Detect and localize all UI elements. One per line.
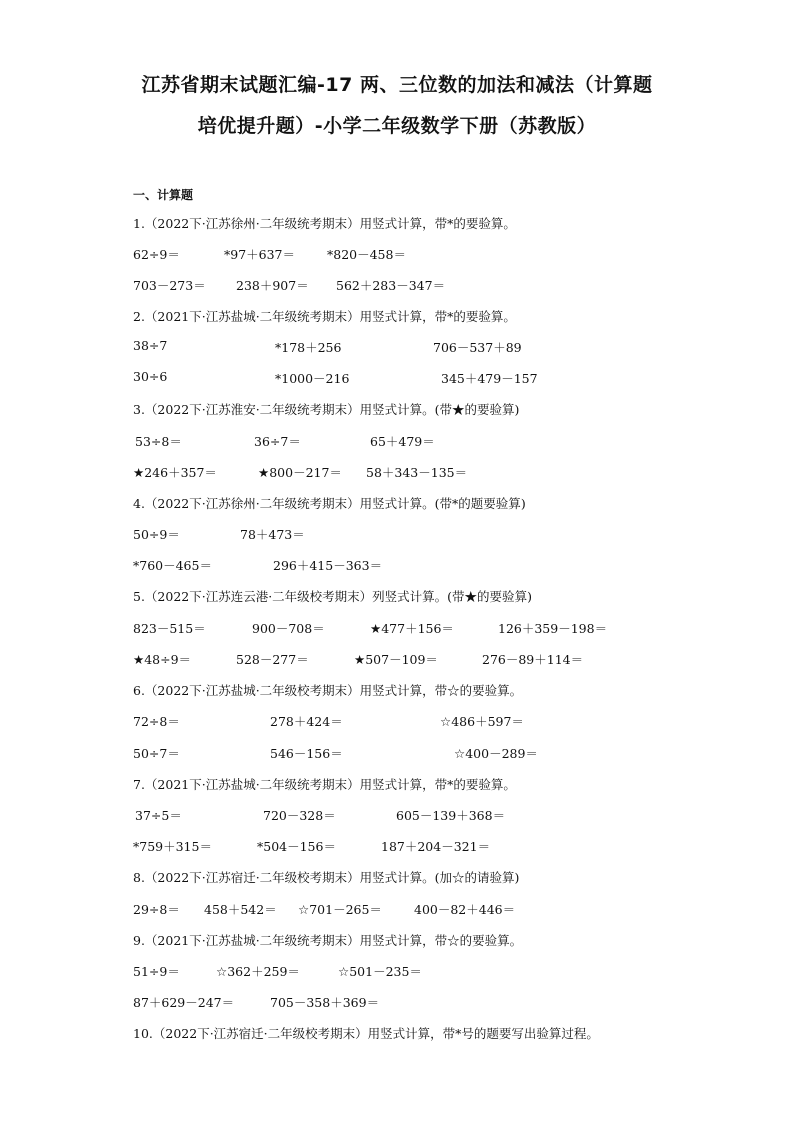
question-8-prompt: 8.（2022下·江苏宿迁·二年级校考期末）用竖式计算。(加☆的请验算) — [133, 870, 520, 885]
problem: 36÷7＝ — [254, 434, 301, 449]
question-2-prompt: 2.（2021下·江苏盐城·二年级统考期末）用竖式计算，带*的要验算。 — [133, 309, 516, 324]
problem: ☆486＋597＝ — [440, 714, 524, 729]
problem: 87＋629－247＝ — [133, 995, 235, 1010]
problem: ★800－217＝ — [258, 465, 342, 480]
problem: 62÷9＝ — [133, 247, 180, 262]
question-9-prompt: 9.（2021下·江苏盐城·二年级统考期末）用竖式计算，带☆的要验算。 — [133, 933, 523, 948]
problem: ★477＋156＝ — [370, 621, 454, 636]
problem: ☆362＋259＝ — [216, 964, 300, 979]
problem: *178＋256 — [275, 340, 342, 355]
problem: 296＋415－363＝ — [273, 558, 383, 573]
question-6-prompt: 6.（2022下·江苏盐城·二年级校考期末）用竖式计算，带☆的要验算。 — [133, 683, 523, 698]
problem: ☆701－265＝ — [298, 902, 382, 917]
question-5-prompt: 5.（2022下·江苏连云港·二年级校考期末）列竖式计算。(带★的要验算) — [133, 589, 532, 604]
problem: 50÷9＝ — [133, 527, 180, 542]
problem: *759＋315＝ — [133, 839, 212, 854]
problem: ★48÷9＝ — [133, 652, 192, 667]
problem: 278＋424＝ — [270, 714, 343, 729]
problem: 29÷8＝ — [133, 902, 180, 917]
problem: 53÷8＝ — [135, 434, 182, 449]
problem: *504－156＝ — [257, 839, 336, 854]
problem: 706－537＋89 — [433, 340, 522, 355]
problem: 65＋479＝ — [370, 434, 435, 449]
problem: ★507－109＝ — [354, 652, 438, 667]
document-title-line-1: 江苏省期末试题汇编-17 两、三位数的加法和减法（计算题 — [141, 74, 653, 96]
problem: 546－156＝ — [270, 746, 343, 761]
problem: 126＋359－198＝ — [498, 621, 608, 636]
problem: 400－82＋446＝ — [414, 902, 516, 917]
question-10-prompt: 10.（2022下·江苏宿迁·二年级校考期末）用竖式计算，带*号的题要写出验算过程。 — [133, 1026, 599, 1041]
problem: 705－358＋369＝ — [270, 995, 380, 1010]
problem: 605－139＋368＝ — [396, 808, 506, 823]
problem: *97＋637＝ — [224, 247, 296, 262]
question-7-prompt: 7.（2021下·江苏盐城·二年级统考期末）用竖式计算，带*的要验算。 — [133, 777, 516, 792]
problem: 238＋907＝ — [236, 278, 309, 293]
problem: ★246＋357＝ — [133, 465, 217, 480]
problem: 720－328＝ — [263, 808, 336, 823]
problem: *1000－216 — [275, 371, 350, 386]
problem: 458＋542＝ — [204, 902, 277, 917]
problem: 78＋473＝ — [240, 527, 305, 542]
problem: 50÷7＝ — [133, 746, 180, 761]
question-1-prompt: 1.（2022下·江苏徐州·二年级统考期末）用竖式计算，带*的要验算。 — [133, 216, 516, 231]
problem: *820－458＝ — [327, 247, 406, 262]
problem: 562＋283－347＝ — [336, 278, 446, 293]
problem: 72÷8＝ — [133, 714, 180, 729]
problem: 703－273＝ — [133, 278, 206, 293]
problem: 345＋479－157 — [441, 371, 538, 386]
problem: 37÷5＝ — [135, 808, 182, 823]
problem: ☆400－289＝ — [454, 746, 538, 761]
problem: ☆501－235＝ — [338, 964, 422, 979]
section-heading: 一、计算题 — [133, 188, 194, 202]
problem: 900－708＝ — [252, 621, 325, 636]
document-title-line-2: 培优提升题）-小学二年级数学下册（苏教版） — [197, 115, 597, 137]
question-3-prompt: 3.（2022下·江苏淮安·二年级统考期末）用竖式计算。(带★的要验算) — [133, 402, 520, 417]
problem: 30÷6 — [133, 369, 168, 384]
problem: *760－465＝ — [133, 558, 212, 573]
problem: 528－277＝ — [236, 652, 309, 667]
problem: 38÷7 — [133, 338, 168, 353]
problem: 276－89＋114＝ — [482, 652, 584, 667]
problem: 51÷9＝ — [133, 964, 180, 979]
problem: 823－515＝ — [133, 621, 206, 636]
problem: 187＋204－321＝ — [381, 839, 491, 854]
question-4-prompt: 4.（2022下·江苏徐州·二年级统考期末）用竖式计算。(带*的题要验算) — [133, 496, 526, 511]
problem: 58＋343－135＝ — [366, 465, 468, 480]
